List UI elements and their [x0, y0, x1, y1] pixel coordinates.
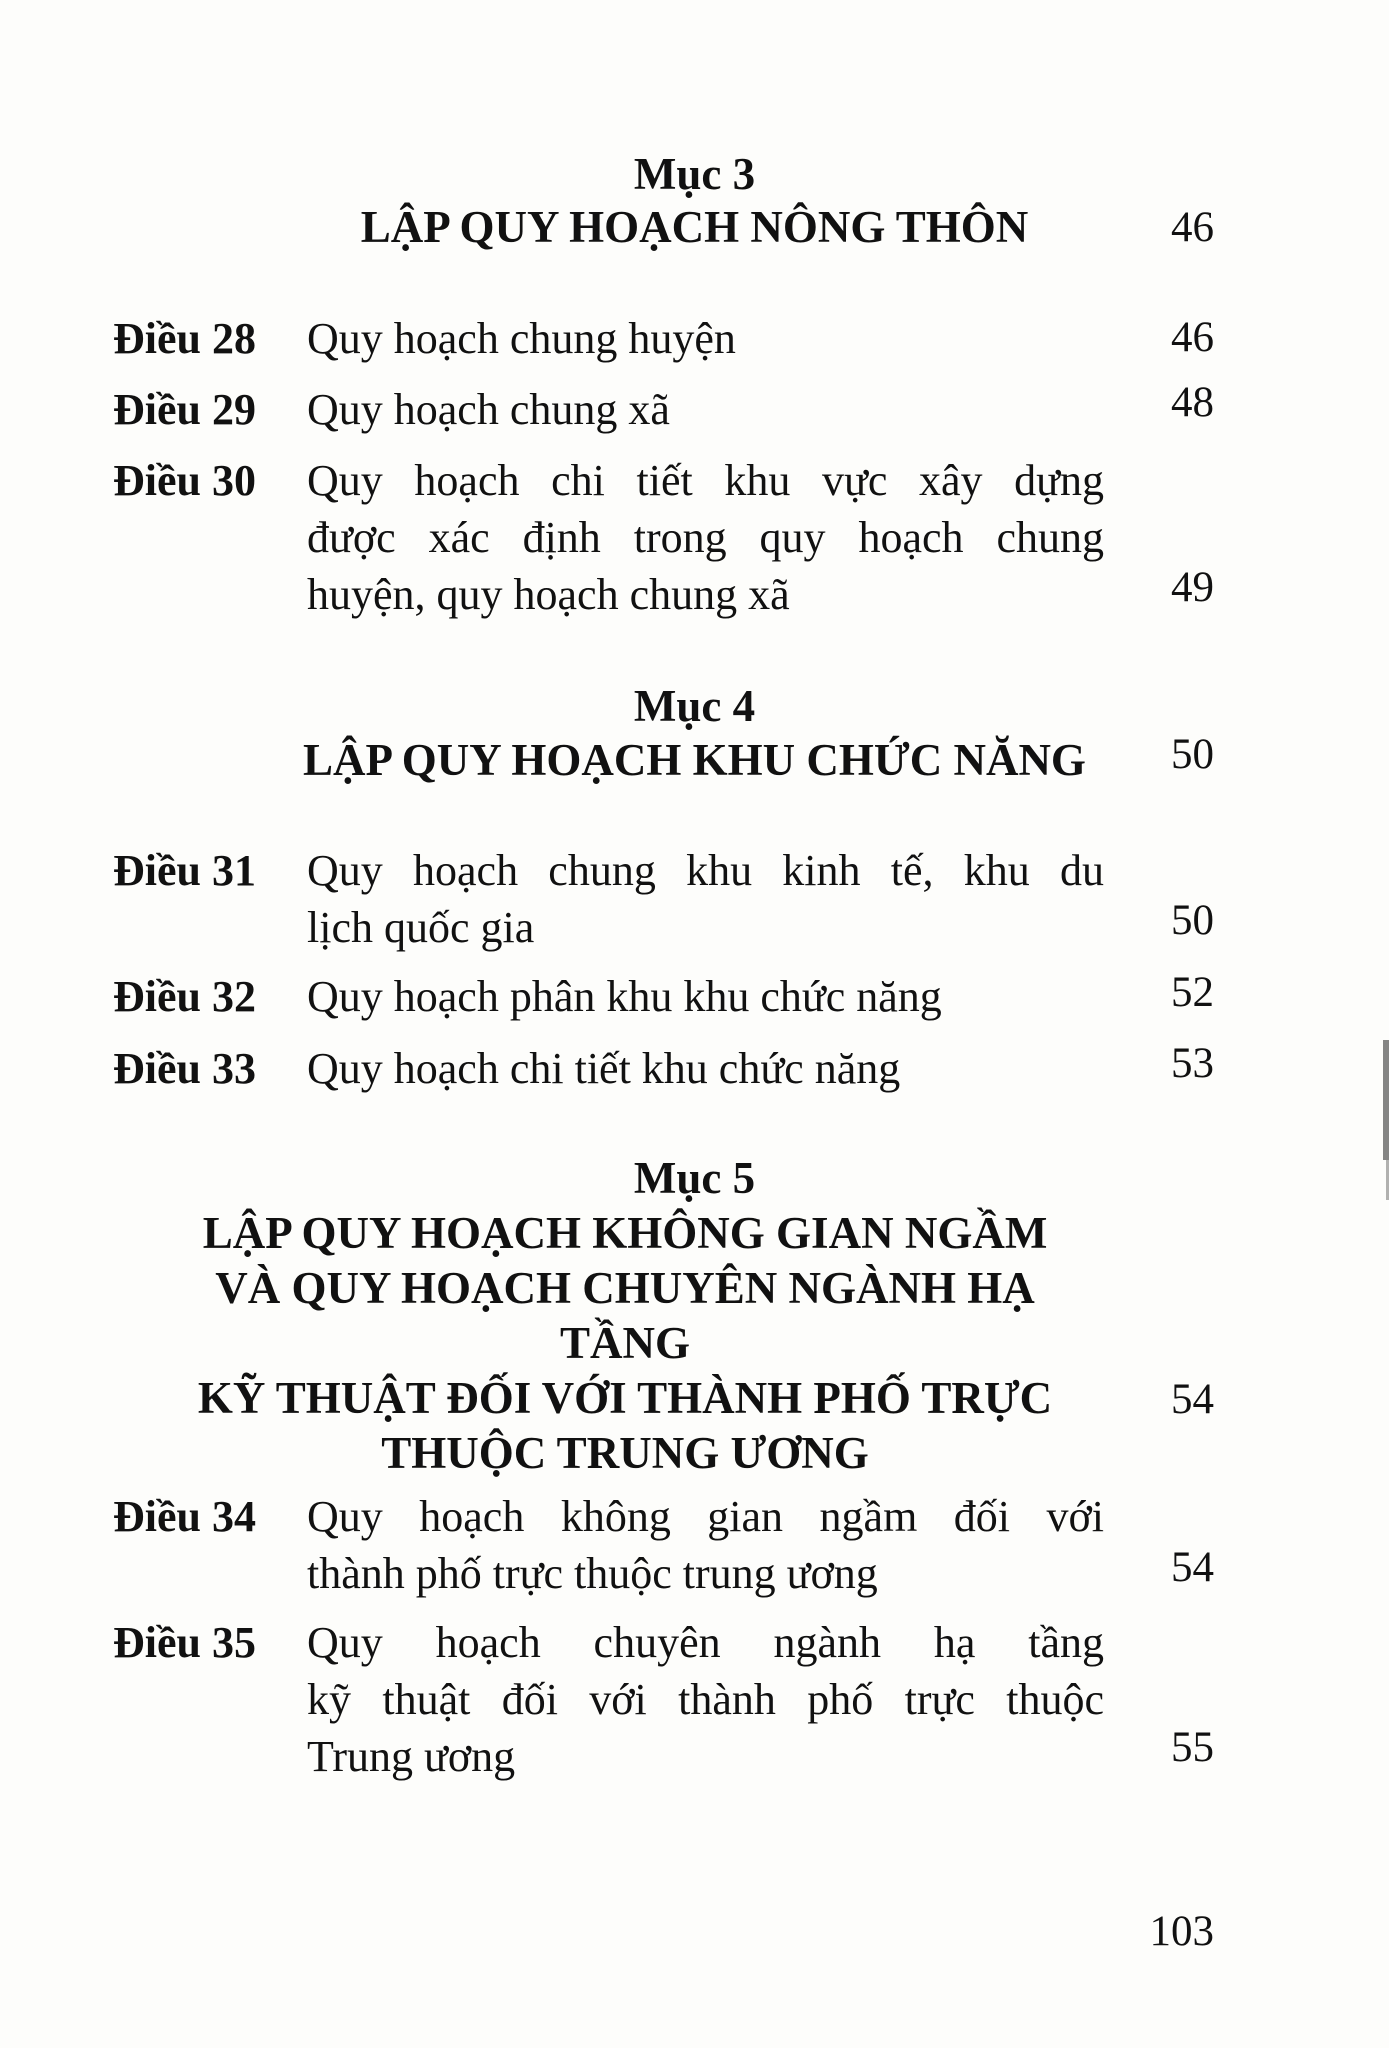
article-title-line: Quy hoạch chi tiết khu vực xây dựng	[307, 456, 1104, 505]
section-title-line: VÀ QUY HOẠCH CHUYÊN NGÀNH HẠ TẦNG	[215, 1263, 1035, 1368]
section-page-number: 54	[1171, 1376, 1214, 1423]
article-number: Điều 28	[113, 314, 256, 363]
article-title-line: Quy hoạch không gian ngầm đối với	[307, 1492, 1104, 1541]
section-title	[175, 1206, 1075, 1481]
section-title-line: LẬP QUY HOẠCH KHÔNG GIAN NGẦM	[202, 1208, 1048, 1258]
section-page-number: 46	[1171, 204, 1214, 251]
page-number: 103	[1149, 1908, 1214, 1955]
article-title-line: được xác định trong quy hoạch chung	[307, 513, 1104, 562]
section-title-line: KỸ THUẬT ĐỐI VỚI THÀNH PHỐ TRỰC	[197, 1373, 1053, 1423]
article-title	[307, 968, 1104, 1025]
article-number: Điều 34	[113, 1492, 256, 1541]
article-title-line: Quy hoạch chi tiết khu chức năng	[307, 1044, 901, 1093]
section-page-number: 50	[1171, 731, 1214, 778]
article-number: Điều 35	[113, 1618, 256, 1667]
section-title-line: LẬP QUY HOẠCH KHU CHỨC NĂNG	[303, 735, 1086, 785]
article-page-number: 55	[1171, 1724, 1214, 1771]
article-number: Điều 31	[113, 846, 256, 895]
article-page-number: 52	[1171, 969, 1214, 1016]
section-label: Mục 5	[633, 1153, 756, 1203]
article-title-line: Quy hoạch phân khu khu chức năng	[307, 972, 942, 1021]
section-label: Mục 3	[633, 149, 756, 199]
section-title-line: THUỘC TRUNG ƯƠNG	[381, 1428, 869, 1478]
article-number: Điều 33	[113, 1044, 256, 1093]
article-title	[307, 452, 1104, 623]
article-number: Điều 32	[113, 972, 256, 1021]
article-title	[307, 1614, 1104, 1785]
section-title-line: LẬP QUY HOẠCH NÔNG THÔN	[360, 202, 1029, 252]
article-title-line: Quy hoạch chung xã	[307, 385, 670, 434]
article-title-line: Trung ương	[307, 1732, 516, 1781]
article-title-line: Quy hoạch chung huyện	[307, 314, 736, 363]
article-title-line: Quy hoạch chuyên ngành hạ tầng	[307, 1618, 1104, 1667]
article-title	[307, 1488, 1104, 1602]
article-page-number: 48	[1171, 379, 1214, 426]
article-title	[307, 310, 1104, 367]
scan-edge-mark	[1383, 1040, 1389, 1160]
section-label: Mục 4	[633, 681, 756, 731]
article-page-number: 50	[1171, 897, 1214, 944]
article-title	[307, 842, 1104, 956]
article-title-line: lịch quốc gia	[307, 903, 535, 952]
article-title-line: Quy hoạch chung khu kinh tế, khu du	[307, 846, 1104, 895]
article-page-number: 53	[1171, 1040, 1214, 1087]
article-number: Điều 30	[113, 456, 256, 505]
article-number: Điều 29	[113, 385, 256, 434]
article-title-line: huyện, quy hoạch chung xã	[307, 570, 790, 619]
article-page-number: 49	[1171, 564, 1214, 611]
article-title	[307, 381, 1104, 438]
article-title-line: thành phố trực thuộc trung ương	[307, 1549, 878, 1598]
article-title-line: kỹ thuật đối với thành phố trực thuộc	[307, 1675, 1104, 1724]
article-title	[307, 1040, 1104, 1097]
article-page-number: 54	[1171, 1544, 1214, 1591]
article-page-number: 46	[1171, 314, 1214, 361]
